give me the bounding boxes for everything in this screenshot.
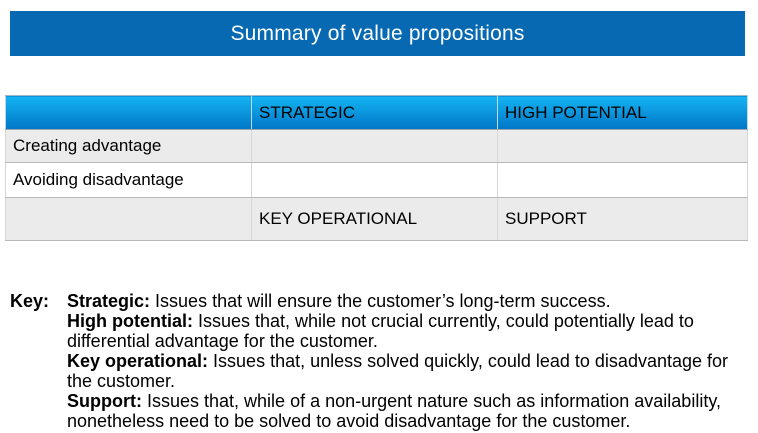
table-cell	[498, 130, 748, 163]
table-cell-support: SUPPORT	[498, 198, 748, 241]
key-definition: Issues that, unless solved quickly, could lead to disadvantage for the customer.	[67, 351, 729, 391]
key-section	[10, 291, 747, 431]
table-row-creating-advantage	[6, 130, 748, 163]
title-banner	[10, 11, 745, 56]
key-entry-key-operational	[67, 351, 747, 391]
row-label: Avoiding disadvantage	[6, 163, 252, 198]
key-entry-strategic	[67, 291, 747, 311]
value-propositions-table	[5, 95, 748, 241]
row-label	[6, 198, 252, 241]
key-term: High potential:	[67, 311, 193, 331]
table-header-row	[6, 96, 748, 130]
key-term: Key operational:	[67, 351, 209, 371]
table-cell-key-operational: KEY OPERATIONAL	[252, 198, 498, 241]
table-cell	[252, 130, 498, 163]
table-row-avoiding-disadvantage	[6, 163, 748, 198]
key-definition: Issues that will ensure the customer’s long-term success.	[155, 291, 611, 311]
table-cell	[252, 163, 498, 198]
page-title: Summary of value propositions	[230, 22, 525, 45]
key-entries	[67, 291, 747, 431]
header-cell-high-potential: HIGH POTENTIAL	[498, 96, 748, 130]
table-row-footer-labels	[6, 198, 748, 241]
key-entry-high-potential	[67, 311, 747, 351]
key-definition: Issues that, while of a non-urgent nature such as information availability, nonetheless need to be solved to avoid disadvantage for the customer.	[67, 391, 721, 431]
key-entry-support	[67, 391, 747, 431]
key-definition: Issues that, while not crucial currently, could potentially lead to differential advantage for the customer.	[67, 311, 694, 351]
key-term: Support:	[67, 391, 142, 411]
table-cell	[498, 163, 748, 198]
header-cell-strategic: STRATEGIC	[252, 96, 498, 130]
row-label: Creating advantage	[6, 130, 252, 163]
key-label: Key:	[10, 291, 50, 311]
key-term: Strategic:	[67, 291, 151, 311]
header-cell-empty	[6, 96, 252, 130]
